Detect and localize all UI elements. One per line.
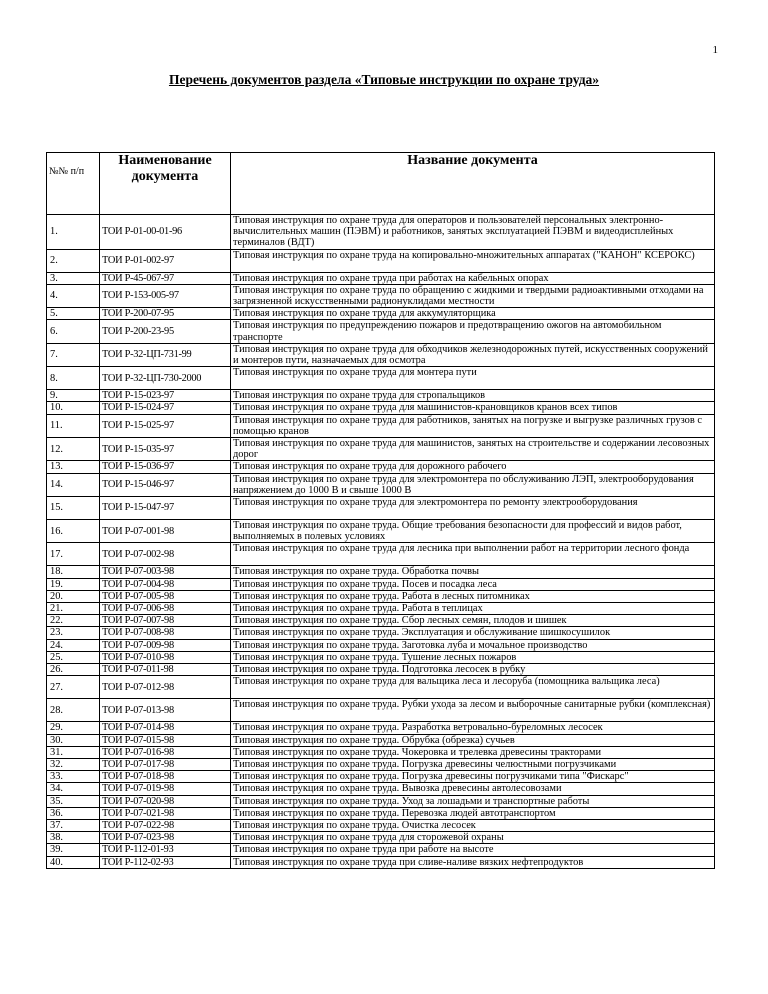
row-document-title: Типовая инструкция по охране труда. Работа в теплицах <box>231 603 715 615</box>
row-document-code: ТОИ Р-07-023-98 <box>100 832 231 844</box>
table-row <box>47 308 715 320</box>
table-row <box>47 603 715 615</box>
row-number: 21. <box>47 603 100 615</box>
table-row <box>47 284 715 307</box>
table-row <box>47 566 715 578</box>
row-document-code: ТОИ Р-32-ЦП-730-2000 <box>100 367 231 390</box>
row-number: 25. <box>47 651 100 663</box>
table-row <box>47 722 715 734</box>
table-row <box>47 461 715 473</box>
table-row <box>47 819 715 831</box>
row-document-code: ТОИ Р-01-002-97 <box>100 249 231 272</box>
row-document-title: Типовая инструкция по охране труда для обходчиков железнодорожных путей, искусственных сооружений и монтеров пути, назначаемых для осмотра <box>231 343 715 366</box>
row-document-code: ТОИ Р-15-024-97 <box>100 402 231 414</box>
row-number: 5. <box>47 308 100 320</box>
row-number: 38. <box>47 832 100 844</box>
row-document-code: ТОИ Р-07-002-98 <box>100 543 231 566</box>
row-number: 7. <box>47 343 100 366</box>
row-number: 8. <box>47 367 100 390</box>
header-title: Название документа <box>231 153 715 215</box>
row-number: 39. <box>47 844 100 856</box>
row-number: 6. <box>47 320 100 343</box>
row-document-code: ТОИ Р-07-001-98 <box>100 520 231 543</box>
row-document-code: ТОИ Р-07-005-98 <box>100 590 231 602</box>
row-document-title: Типовая инструкция по охране труда. Рубки ухода за лесом и выборочные санитарные рубки (комплексная) <box>231 699 715 722</box>
row-number: 12. <box>47 438 100 461</box>
table-row <box>47 615 715 627</box>
row-document-code: ТОИ Р-200-23-95 <box>100 320 231 343</box>
row-number: 15. <box>47 497 100 520</box>
row-document-title: Типовая инструкция по охране труда для машинистов, занятых на строительстве и содержании лесовозных дорог <box>231 438 715 461</box>
row-document-title: Типовая инструкция по охране труда. Вывозка древесины автолесовозами <box>231 783 715 795</box>
table-row <box>47 783 715 795</box>
table-row <box>47 215 715 250</box>
table-row <box>47 497 715 520</box>
row-document-code: ТОИ Р-07-019-98 <box>100 783 231 795</box>
row-document-title: Типовая инструкция по охране труда. Сбор лесных семян, плодов и шишек <box>231 615 715 627</box>
row-document-title: Типовая инструкция по охране труда. Перевозка людей автотранспортом <box>231 807 715 819</box>
row-document-code: ТОИ Р-07-013-98 <box>100 699 231 722</box>
row-document-title: Типовая инструкция по охране труда. Уход за лошадьми и транспортные работы <box>231 795 715 807</box>
row-number: 23. <box>47 627 100 639</box>
row-document-code: ТОИ Р-07-017-98 <box>100 758 231 770</box>
row-document-title: Типовая инструкция по охране труда по обращению с жидкими и твердыми радиоактивными отходами на загрязненной искусственными радионуклидами местности <box>231 284 715 307</box>
row-document-code: ТОИ Р-45-067-97 <box>100 272 231 284</box>
table-row <box>47 343 715 366</box>
row-document-code: ТОИ Р-07-008-98 <box>100 627 231 639</box>
row-number: 31. <box>47 746 100 758</box>
row-document-code: ТОИ Р-15-035-97 <box>100 438 231 461</box>
table-row <box>47 699 715 722</box>
row-document-code: ТОИ Р-07-021-98 <box>100 807 231 819</box>
row-document-code: ТОИ Р-07-011-98 <box>100 664 231 676</box>
row-number: 16. <box>47 520 100 543</box>
row-document-title: Типовая инструкция по охране труда для вальщика леса и лесоруба (помощника вальщика леса) <box>231 676 715 699</box>
row-document-title: Типовая инструкция по охране труда для электромонтера по обслуживанию ЛЭП, электрооборудования напряжением до 1000 В и свыше 1000 В <box>231 473 715 496</box>
row-number: 24. <box>47 639 100 651</box>
row-number: 32. <box>47 758 100 770</box>
table-row <box>47 473 715 496</box>
row-document-title: Типовая инструкция по охране труда. Погрузка древесины погрузчиками типа "Фискарс" <box>231 771 715 783</box>
row-document-code: ТОИ Р-32-ЦП-731-99 <box>100 343 231 366</box>
table-row <box>47 390 715 402</box>
row-document-title: Типовая инструкция по охране труда. Тушение лесных пожаров <box>231 651 715 663</box>
row-document-title: Типовая инструкция по охране труда. Очистка лесосек <box>231 819 715 831</box>
row-document-title: Типовая инструкция по охране труда на копировально-множительных аппаратах ("КАНОН" КСЕРОКС) <box>231 249 715 272</box>
row-document-code: ТОИ Р-07-006-98 <box>100 603 231 615</box>
row-number: 36. <box>47 807 100 819</box>
table-row <box>47 651 715 663</box>
documents-table <box>46 152 715 869</box>
table-row <box>47 578 715 590</box>
row-document-title: Типовая инструкция по охране труда. Чокеровка и трелевка древесины тракторами <box>231 746 715 758</box>
row-document-code: ТОИ Р-07-015-98 <box>100 734 231 746</box>
table-row <box>47 367 715 390</box>
table-row <box>47 272 715 284</box>
row-document-title: Типовая инструкция по охране труда. Обрубка (обрезка) сучьев <box>231 734 715 746</box>
page-number: 1 <box>712 44 718 56</box>
table-row <box>47 438 715 461</box>
row-number: 4. <box>47 284 100 307</box>
row-document-code: ТОИ Р-07-009-98 <box>100 639 231 651</box>
table-row <box>47 844 715 856</box>
row-document-code: ТОИ Р-07-010-98 <box>100 651 231 663</box>
row-document-title: Типовая инструкция по охране труда. Подготовка лесосек в рубку <box>231 664 715 676</box>
row-document-title: Типовая инструкция по охране труда для монтера пути <box>231 367 715 390</box>
row-document-code: ТОИ Р-153-005-97 <box>100 284 231 307</box>
row-number: 40. <box>47 856 100 868</box>
row-document-title: Типовая инструкция по охране труда для электромонтера по ремонту электрооборудования <box>231 497 715 520</box>
row-number: 34. <box>47 783 100 795</box>
row-document-code: ТОИ Р-112-02-93 <box>100 856 231 868</box>
row-document-title: Типовая инструкция по охране труда при работе на высоте <box>231 844 715 856</box>
row-number: 9. <box>47 390 100 402</box>
table-row <box>47 676 715 699</box>
row-document-title: Типовая инструкция по охране труда для работников, занятых на погрузке и выгрузке различных грузов с помощью кранов <box>231 414 715 437</box>
row-document-title: Типовая инструкция по охране труда при работах на кабельных опорах <box>231 272 715 284</box>
row-document-code: ТОИ Р-15-023-97 <box>100 390 231 402</box>
row-document-code: ТОИ Р-07-018-98 <box>100 771 231 783</box>
row-number: 30. <box>47 734 100 746</box>
row-document-code: ТОИ Р-15-046-97 <box>100 473 231 496</box>
row-document-code: ТОИ Р-200-07-95 <box>100 308 231 320</box>
table-body <box>47 215 715 869</box>
row-number: 17. <box>47 543 100 566</box>
table-row <box>47 832 715 844</box>
row-document-title: Типовая инструкция по охране труда для операторов и пользователей персональных электронно-вычислительных машин (ПЭВМ) и работников, занятых эксплуатацией ПЭВМ и видеодисплейных терминалов (ВДТ) <box>231 215 715 250</box>
header-code: Наименование документа <box>100 153 231 215</box>
row-document-title: Типовая инструкция по охране труда при сливе-наливе вязких нефтепродуктов <box>231 856 715 868</box>
table-row <box>47 590 715 602</box>
table-row <box>47 664 715 676</box>
table-row <box>47 402 715 414</box>
header-number: №№ п/п <box>47 153 100 215</box>
table-row <box>47 746 715 758</box>
row-document-code: ТОИ Р-07-012-98 <box>100 676 231 699</box>
table-row <box>47 543 715 566</box>
row-document-title: Типовая инструкция по охране труда. Заготовка луба и мочальное производство <box>231 639 715 651</box>
row-document-code: ТОИ Р-112-01-93 <box>100 844 231 856</box>
row-document-title: Типовая инструкция по охране труда для стропальщиков <box>231 390 715 402</box>
row-document-code: ТОИ Р-07-020-98 <box>100 795 231 807</box>
row-document-code: ТОИ Р-07-014-98 <box>100 722 231 734</box>
table-row <box>47 807 715 819</box>
table-row <box>47 414 715 437</box>
row-number: 29. <box>47 722 100 734</box>
row-number: 20. <box>47 590 100 602</box>
row-number: 3. <box>47 272 100 284</box>
row-document-title: Типовая инструкция по охране труда для аккумуляторщика <box>231 308 715 320</box>
table-row <box>47 856 715 868</box>
row-document-title: Типовая инструкция по охране труда. Разработка ветровально-буреломных лесосек <box>231 722 715 734</box>
row-document-title: Типовая инструкция по охране труда. Обработка почвы <box>231 566 715 578</box>
row-document-code: ТОИ Р-01-00-01-96 <box>100 215 231 250</box>
row-document-title: Типовая инструкция по охране труда для машинистов-крановщиков кранов всех типов <box>231 402 715 414</box>
row-number: 27. <box>47 676 100 699</box>
table-row <box>47 771 715 783</box>
row-number: 33. <box>47 771 100 783</box>
row-document-title: Типовая инструкция по охране труда. Посев и посадка леса <box>231 578 715 590</box>
row-document-title: Типовая инструкция по предупреждению пожаров и предотвращению ожогов на автомобильном транспорте <box>231 320 715 343</box>
table-row <box>47 520 715 543</box>
row-number: 35. <box>47 795 100 807</box>
row-number: 13. <box>47 461 100 473</box>
row-document-title: Типовая инструкция по охране труда. Работа в лесных питомниках <box>231 590 715 602</box>
row-document-code: ТОИ Р-07-003-98 <box>100 566 231 578</box>
table-row <box>47 795 715 807</box>
table-row <box>47 627 715 639</box>
row-number: 14. <box>47 473 100 496</box>
row-number: 18. <box>47 566 100 578</box>
row-number: 22. <box>47 615 100 627</box>
row-number: 11. <box>47 414 100 437</box>
row-document-title: Типовая инструкция по охране труда для дорожного рабочего <box>231 461 715 473</box>
row-document-title: Типовая инструкция по охране труда. Общие требования безопасности для профессий и видов работ, выполняемых в полевых условиях <box>231 520 715 543</box>
table-row <box>47 758 715 770</box>
row-number: 19. <box>47 578 100 590</box>
row-document-code: ТОИ Р-07-016-98 <box>100 746 231 758</box>
row-document-code: ТОИ Р-07-004-98 <box>100 578 231 590</box>
row-number: 2. <box>47 249 100 272</box>
row-number: 26. <box>47 664 100 676</box>
row-number: 28. <box>47 699 100 722</box>
document-title: Перечень документов раздела «Типовые инструкции по охране труда» <box>168 72 600 87</box>
row-number: 37. <box>47 819 100 831</box>
row-number: 1. <box>47 215 100 250</box>
row-document-title: Типовая инструкция по охране труда для сторожевой охраны <box>231 832 715 844</box>
row-document-code: ТОИ Р-07-022-98 <box>100 819 231 831</box>
table-row <box>47 249 715 272</box>
table-row <box>47 639 715 651</box>
row-document-code: ТОИ Р-15-025-97 <box>100 414 231 437</box>
row-document-title: Типовая инструкция по охране труда. Эксплуатация и обслуживание шишкосушилок <box>231 627 715 639</box>
table-row <box>47 734 715 746</box>
row-document-code: ТОИ Р-07-007-98 <box>100 615 231 627</box>
row-document-code: ТОИ Р-15-036-97 <box>100 461 231 473</box>
row-number: 10. <box>47 402 100 414</box>
table-row <box>47 320 715 343</box>
row-document-title: Типовая инструкция по охране труда для лесника при выполнении работ на территории лесного фонда <box>231 543 715 566</box>
row-document-title: Типовая инструкция по охране труда. Погрузка древесины челюстными погрузчиками <box>231 758 715 770</box>
row-document-code: ТОИ Р-15-047-97 <box>100 497 231 520</box>
table-header-row <box>47 153 715 215</box>
